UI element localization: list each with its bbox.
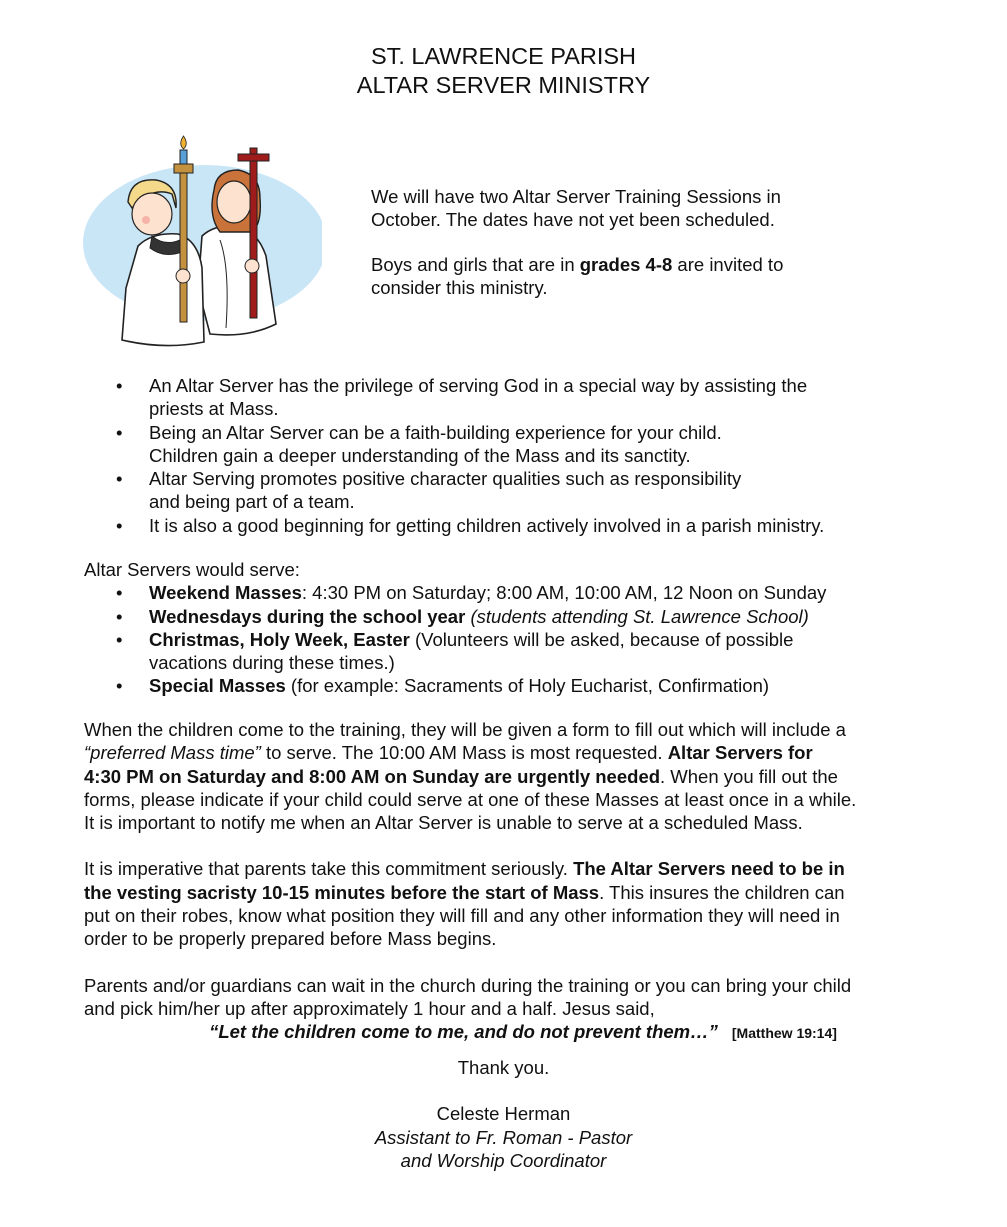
list-item: • Weekend Masses: 4:30 PM on Saturday; 8:00 AM, 10:00 AM, 12 Noon on Sunday [84, 581, 944, 604]
serve-section [84, 558, 944, 698]
benefits-list [84, 374, 944, 537]
intro-paragraph-1: We will have two Altar Server Training Sessions in October. The dates have not yet been scheduled. [371, 186, 781, 231]
signer-title-line-2: and Worship Coordinator [400, 1149, 607, 1171]
list-item: • Altar Serving promotes positive character qualities such as responsibility and being part of a team. [84, 467, 944, 514]
serve-heading: Altar Servers would serve: [84, 559, 300, 580]
parents-paragraph: Parents and/or guardians can wait in the church during the training or you can bring your child and pick him/her up after approximately 1 hour and a half. Jesus said, “Let the children come to me, and do not prevent them…” [Matthew 19:14] [84, 974, 944, 1046]
processional-cross-bar [238, 154, 269, 161]
signer-title-line-1: Assistant to Fr. Roman - Pastor [374, 1126, 633, 1148]
list-item: • Special Masses (for example: Sacraments of Holy Eucharist, Confirmation) [84, 674, 944, 697]
list-item: • It is also a good beginning for getting children actively involved in a parish ministry. [84, 514, 944, 537]
training-form-paragraph: When the children come to the training, they will be given a form to fill out which will include a “preferred Mass time” to serve. The 10:00 AM Mass is most requested. Altar Servers for 4:30 PM on Saturday and 8:00 AM on Sunday are urgently needed. When you fill out the forms, please indicate if your child could serve at one of these Masses at least once in a while. It is important to notify me when an Altar Server is unable to serve at a scheduled Mass. [84, 719, 857, 834]
processional-cross-pole [250, 148, 257, 318]
thank-you: Thank you. [457, 1057, 550, 1078]
scripture-reference: [Matthew 19:14] [731, 1025, 837, 1042]
candle [180, 150, 187, 164]
server-girl-face [217, 181, 251, 223]
server-boy-hand [176, 269, 190, 283]
list-item: • An Altar Server has the privilege of serving God in a special way by assisting the priests at Mass. [84, 374, 944, 421]
candle-holder [174, 164, 193, 173]
signer-name: Celeste Herman [436, 1103, 571, 1125]
title-line-2: ALTAR SERVER MINISTRY [356, 72, 651, 98]
body-paragraphs [84, 718, 944, 1069]
page-title [0, 42, 1007, 100]
intro-text [371, 185, 891, 320]
list-item: • Being an Altar Server can be a faith-building experience for your child. Children gain a deeper understanding of the Mass and its sanctity. [84, 421, 944, 468]
intro-paragraph-2: Boys and girls that are in grades 4-8 are invited to consider this ministry. [371, 253, 784, 298]
server-boy-face [132, 193, 172, 235]
candle-flame [181, 136, 187, 149]
closing-signature [0, 1056, 1007, 1172]
commitment-paragraph: It is imperative that parents take this commitment seriously. The Altar Servers need to be in the vesting sacristy 10-15 minutes before the start of Mass. This insures the children can put on their robes, know what position they will fill and any other information they will need in order to be properly prepared before Mass begins. [84, 858, 845, 950]
list-item: • Christmas, Holy Week, Easter (Volunteers will be asked, because of possible vacations during these times.) [84, 628, 944, 675]
server-girl-hand [245, 259, 259, 273]
list-item: • Wednesdays during the school year (students attending St. Lawrence School) [84, 605, 944, 628]
altar-servers-illustration [80, 128, 322, 354]
title-line-1: ST. LAWRENCE PARISH [370, 43, 637, 69]
scripture-quote: “Let the children come to me, and do not prevent them…” [Matthew 19:14] [209, 1021, 837, 1043]
candle-pole [180, 172, 187, 322]
